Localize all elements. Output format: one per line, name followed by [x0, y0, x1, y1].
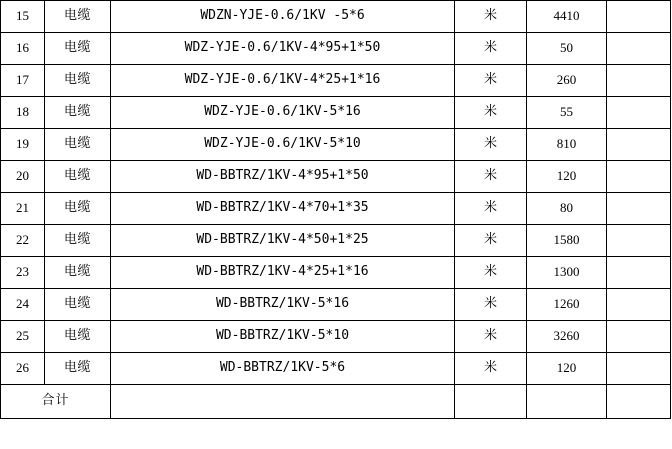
row-quantity: 50	[527, 33, 607, 65]
row-unit: 米	[455, 321, 527, 353]
row-quantity: 120	[527, 353, 607, 385]
row-number: 19	[1, 129, 45, 161]
table-row	[1, 289, 671, 321]
row-number: 17	[1, 65, 45, 97]
row-note	[607, 161, 671, 193]
row-item-name: 电缆	[45, 193, 111, 225]
row-spec-model: WDZ-YJE-0.6/1KV-5*16	[111, 97, 455, 129]
row-unit: 米	[455, 1, 527, 33]
table-row	[1, 353, 671, 385]
row-unit: 米	[455, 193, 527, 225]
row-number: 25	[1, 321, 45, 353]
row-number: 18	[1, 97, 45, 129]
total-row	[1, 385, 671, 419]
row-quantity: 1260	[527, 289, 607, 321]
row-item-name: 电缆	[45, 161, 111, 193]
row-note	[607, 289, 671, 321]
table-row	[1, 97, 671, 129]
row-note	[607, 225, 671, 257]
row-spec-model: WD-BBTRZ/1KV-4*25+1*16	[111, 257, 455, 289]
row-spec-model: WDZ-YJE-0.6/1KV-5*10	[111, 129, 455, 161]
table-row	[1, 161, 671, 193]
table-row	[1, 33, 671, 65]
row-spec-model: WD-BBTRZ/1KV-4*95+1*50	[111, 161, 455, 193]
row-unit: 米	[455, 129, 527, 161]
row-note	[607, 257, 671, 289]
row-number: 20	[1, 161, 45, 193]
row-quantity: 80	[527, 193, 607, 225]
row-item-name: 电缆	[45, 97, 111, 129]
row-item-name: 电缆	[45, 257, 111, 289]
row-unit: 米	[455, 225, 527, 257]
row-note	[607, 1, 671, 33]
table-row	[1, 257, 671, 289]
row-unit: 米	[455, 257, 527, 289]
row-number: 15	[1, 1, 45, 33]
row-item-name: 电缆	[45, 321, 111, 353]
row-unit: 米	[455, 33, 527, 65]
row-item-name: 电缆	[45, 1, 111, 33]
row-spec-model: WD-BBTRZ/1KV-4*70+1*35	[111, 193, 455, 225]
row-number: 24	[1, 289, 45, 321]
row-quantity: 810	[527, 129, 607, 161]
table-row	[1, 65, 671, 97]
row-unit: 米	[455, 353, 527, 385]
row-item-name: 电缆	[45, 225, 111, 257]
table-row	[1, 1, 671, 33]
row-spec-model: WDZ-YJE-0.6/1KV-4*25+1*16	[111, 65, 455, 97]
row-number: 26	[1, 353, 45, 385]
total-spec	[111, 385, 455, 419]
total-note	[607, 385, 671, 419]
row-quantity: 3260	[527, 321, 607, 353]
total-unit	[455, 385, 527, 419]
table-row	[1, 193, 671, 225]
row-spec-model: WDZ-YJE-0.6/1KV-4*95+1*50	[111, 33, 455, 65]
total-quantity	[527, 385, 607, 419]
row-number: 23	[1, 257, 45, 289]
row-quantity: 55	[527, 97, 607, 129]
total-label: 合计	[1, 385, 111, 419]
row-item-name: 电缆	[45, 129, 111, 161]
row-quantity: 260	[527, 65, 607, 97]
row-spec-model: WD-BBTRZ/1KV-5*16	[111, 289, 455, 321]
row-note	[607, 97, 671, 129]
row-quantity: 1580	[527, 225, 607, 257]
row-note	[607, 33, 671, 65]
row-item-name: 电缆	[45, 289, 111, 321]
row-item-name: 电缆	[45, 33, 111, 65]
row-spec-model: WD-BBTRZ/1KV-4*50+1*25	[111, 225, 455, 257]
table-row	[1, 225, 671, 257]
row-note	[607, 353, 671, 385]
row-quantity: 4410	[527, 1, 607, 33]
row-unit: 米	[455, 289, 527, 321]
row-spec-model: WD-BBTRZ/1KV-5*6	[111, 353, 455, 385]
row-note	[607, 65, 671, 97]
row-item-name: 电缆	[45, 353, 111, 385]
row-number: 22	[1, 225, 45, 257]
row-note	[607, 321, 671, 353]
row-note	[607, 129, 671, 161]
row-number: 21	[1, 193, 45, 225]
row-quantity: 120	[527, 161, 607, 193]
table-row	[1, 129, 671, 161]
row-item-name: 电缆	[45, 65, 111, 97]
table-body	[1, 1, 671, 419]
row-unit: 米	[455, 161, 527, 193]
row-number: 16	[1, 33, 45, 65]
row-unit: 米	[455, 97, 527, 129]
row-quantity: 1300	[527, 257, 607, 289]
table-row	[1, 321, 671, 353]
row-spec-model: WD-BBTRZ/1KV-5*10	[111, 321, 455, 353]
row-spec-model: WDZN-YJE-0.6/1KV -5*6	[111, 1, 455, 33]
row-note	[607, 193, 671, 225]
row-unit: 米	[455, 65, 527, 97]
